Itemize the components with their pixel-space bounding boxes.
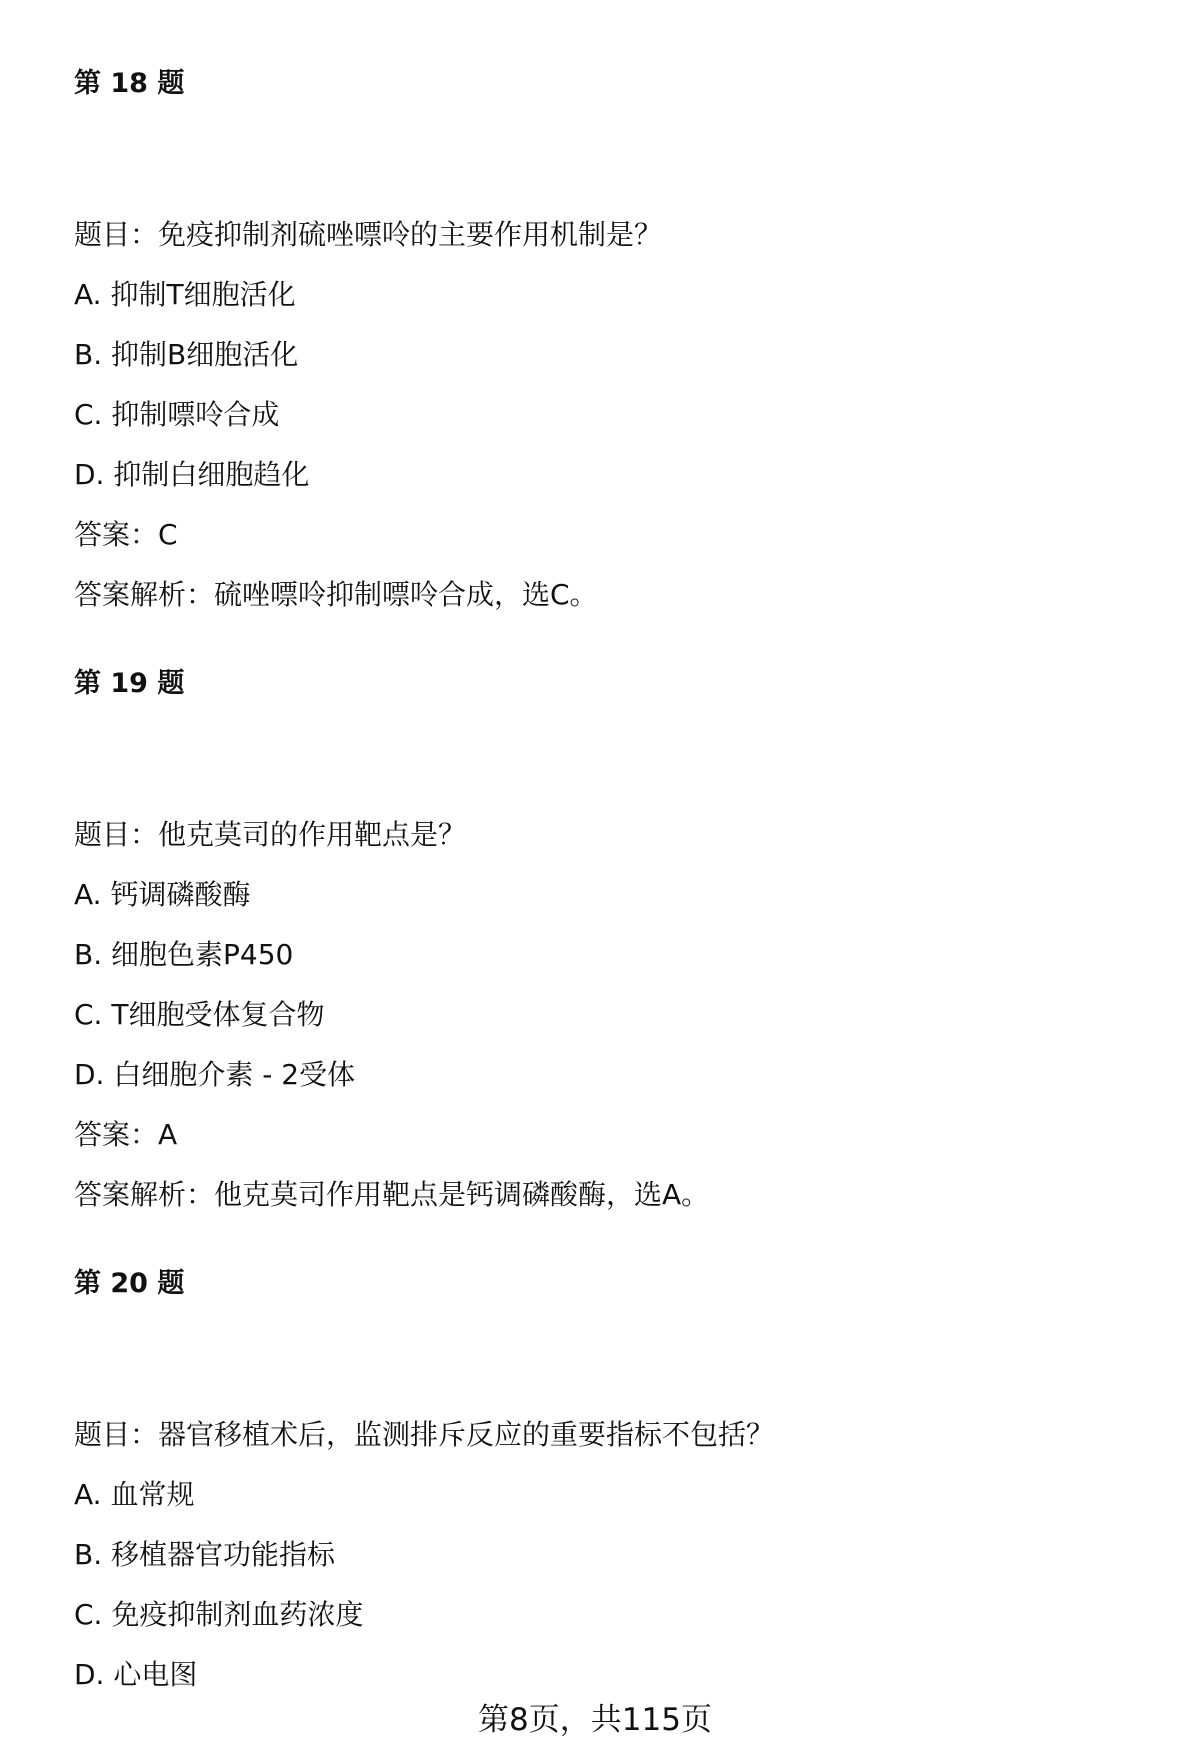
question-heading: 第 19 题 [74, 668, 185, 699]
question-stem: 题目：他克莫司的作用靶点是？ [74, 818, 467, 851]
option-a: A. 血常规 [74, 1478, 195, 1511]
option-d: D. 白细胞介素 - 2受体 [74, 1058, 356, 1091]
question-stem: 题目：器官移植术后，监测排斥反应的重要指标不包括？ [74, 1418, 775, 1451]
answer-analysis: 答案解析：硫唑嘌呤抑制嘌呤合成，选C。 [74, 578, 598, 611]
option-c: C. T细胞受体复合物 [74, 998, 325, 1031]
option-d: D. 心电图 [74, 1658, 198, 1691]
question-stem: 题目：免疫抑制剂硫唑嘌呤的主要作用机制是？ [74, 218, 663, 251]
page-number: 第8页，共115页 [478, 1702, 712, 1738]
answer: 答案：C [74, 518, 178, 551]
option-d: D. 抑制白细胞趋化 [74, 458, 310, 491]
option-b: B. 抑制B细胞活化 [74, 338, 299, 371]
answer: 答案：A [74, 1118, 178, 1151]
answer-analysis: 答案解析：他克莫司作用靶点是钙调磷酸酶，选A。 [74, 1178, 710, 1211]
option-a: A. 钙调磷酸酶 [74, 878, 251, 911]
option-b: B. 细胞色素P450 [74, 938, 294, 971]
option-c: C. 抑制嘌呤合成 [74, 398, 280, 431]
option-a: A. 抑制T细胞活化 [74, 278, 296, 311]
question-heading: 第 20 题 [74, 1268, 185, 1299]
option-c: C. 免疫抑制剂血药浓度 [74, 1598, 364, 1631]
question-heading: 第 18 题 [74, 68, 185, 99]
option-b: B. 移植器官功能指标 [74, 1538, 336, 1571]
